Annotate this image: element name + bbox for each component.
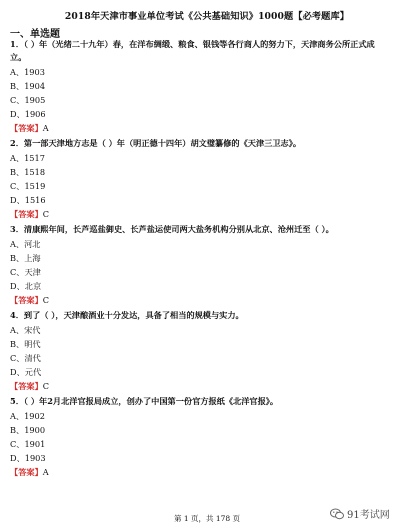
question-1-option-b: B、1904 xyxy=(10,81,46,91)
question-4-option-d: D、元代 xyxy=(10,367,42,377)
question-4-option-c: C、清代 xyxy=(10,353,41,363)
answer-value: A xyxy=(42,467,49,477)
answer-tag: 【答案】 xyxy=(10,467,43,477)
answer-tag: 【答案】 xyxy=(10,381,43,391)
question-5-option-d: D、1903 xyxy=(10,453,46,463)
answer-value: C xyxy=(42,381,50,391)
answer-tag: 【答案】 xyxy=(10,209,43,219)
question-4-stem: 4．到了（ ），天津酿酒业十分发达，具备了相当的规模与实力。 xyxy=(10,310,244,320)
wechat-icon xyxy=(330,508,344,520)
question-2-answer xyxy=(10,209,49,220)
document-title: 2018年天津市事业单位考试《公共基础知识》1000题【必考题库】 xyxy=(64,11,350,22)
answer-tag: 【答案】 xyxy=(10,295,43,305)
question-2-stem: 2．第一部天津地方志是（ ）年（明正德十四年）胡文璧纂修的《天津三卫志》。 xyxy=(10,138,302,148)
answer-value: C xyxy=(42,209,50,219)
question-1-answer xyxy=(10,123,49,134)
question-2-option-b: B、1518 xyxy=(10,167,46,177)
question-4-option-a: A、宋代 xyxy=(10,325,41,335)
question-1-option-c: C、1905 xyxy=(10,95,46,105)
answer-tag: 【答案】 xyxy=(10,123,43,133)
question-5-answer xyxy=(10,467,49,478)
question-5-option-b: B、1900 xyxy=(10,425,46,435)
section-heading: 一、单选题 xyxy=(10,29,60,40)
question-3-option-c: C、天津 xyxy=(10,267,41,277)
question-4-option-b: B、明代 xyxy=(10,339,41,349)
watermark-text: 91考试网 xyxy=(347,510,390,521)
question-1-option-a: A、1903 xyxy=(10,67,45,77)
answer-value: A xyxy=(42,123,49,133)
question-5-option-a: A、1902 xyxy=(10,411,45,421)
question-4-answer xyxy=(10,381,49,392)
question-3-option-b: B、上海 xyxy=(10,253,41,263)
question-3-stem: 3．清康熙年间，长芦巡盐御史、长芦盐运使司两大盐务机构分别从北京、沧州迁至（ ）。 xyxy=(10,224,334,234)
question-1-stem: 1．（ ）年（光绪二十九年）春，在洋布绸缎、粮食、银钱等各行商人的努力下，天津商务公所正式成 xyxy=(10,39,375,49)
question-3-option-d: D、北京 xyxy=(10,281,42,291)
question-5-option-c: C、1901 xyxy=(10,439,46,449)
watermark xyxy=(330,506,390,521)
question-2-option-d: D、1516 xyxy=(10,195,46,205)
answer-value: C xyxy=(42,295,50,305)
question-3-answer xyxy=(10,295,49,306)
question-3-option-a: A、河北 xyxy=(10,239,41,249)
question-2-option-c: C、1519 xyxy=(10,181,46,191)
question-1-option-d: D、1906 xyxy=(10,109,46,119)
question-1-stem-cont: 立。 xyxy=(10,52,27,62)
page-footer: 第 1 页，共 178 页 xyxy=(173,514,241,523)
question-5-stem: 5．（ ）年2月北洋官报局成立，创办了中国第一份官方报纸《北洋官报》。 xyxy=(10,396,279,406)
question-2-option-a: A、1517 xyxy=(10,153,45,163)
